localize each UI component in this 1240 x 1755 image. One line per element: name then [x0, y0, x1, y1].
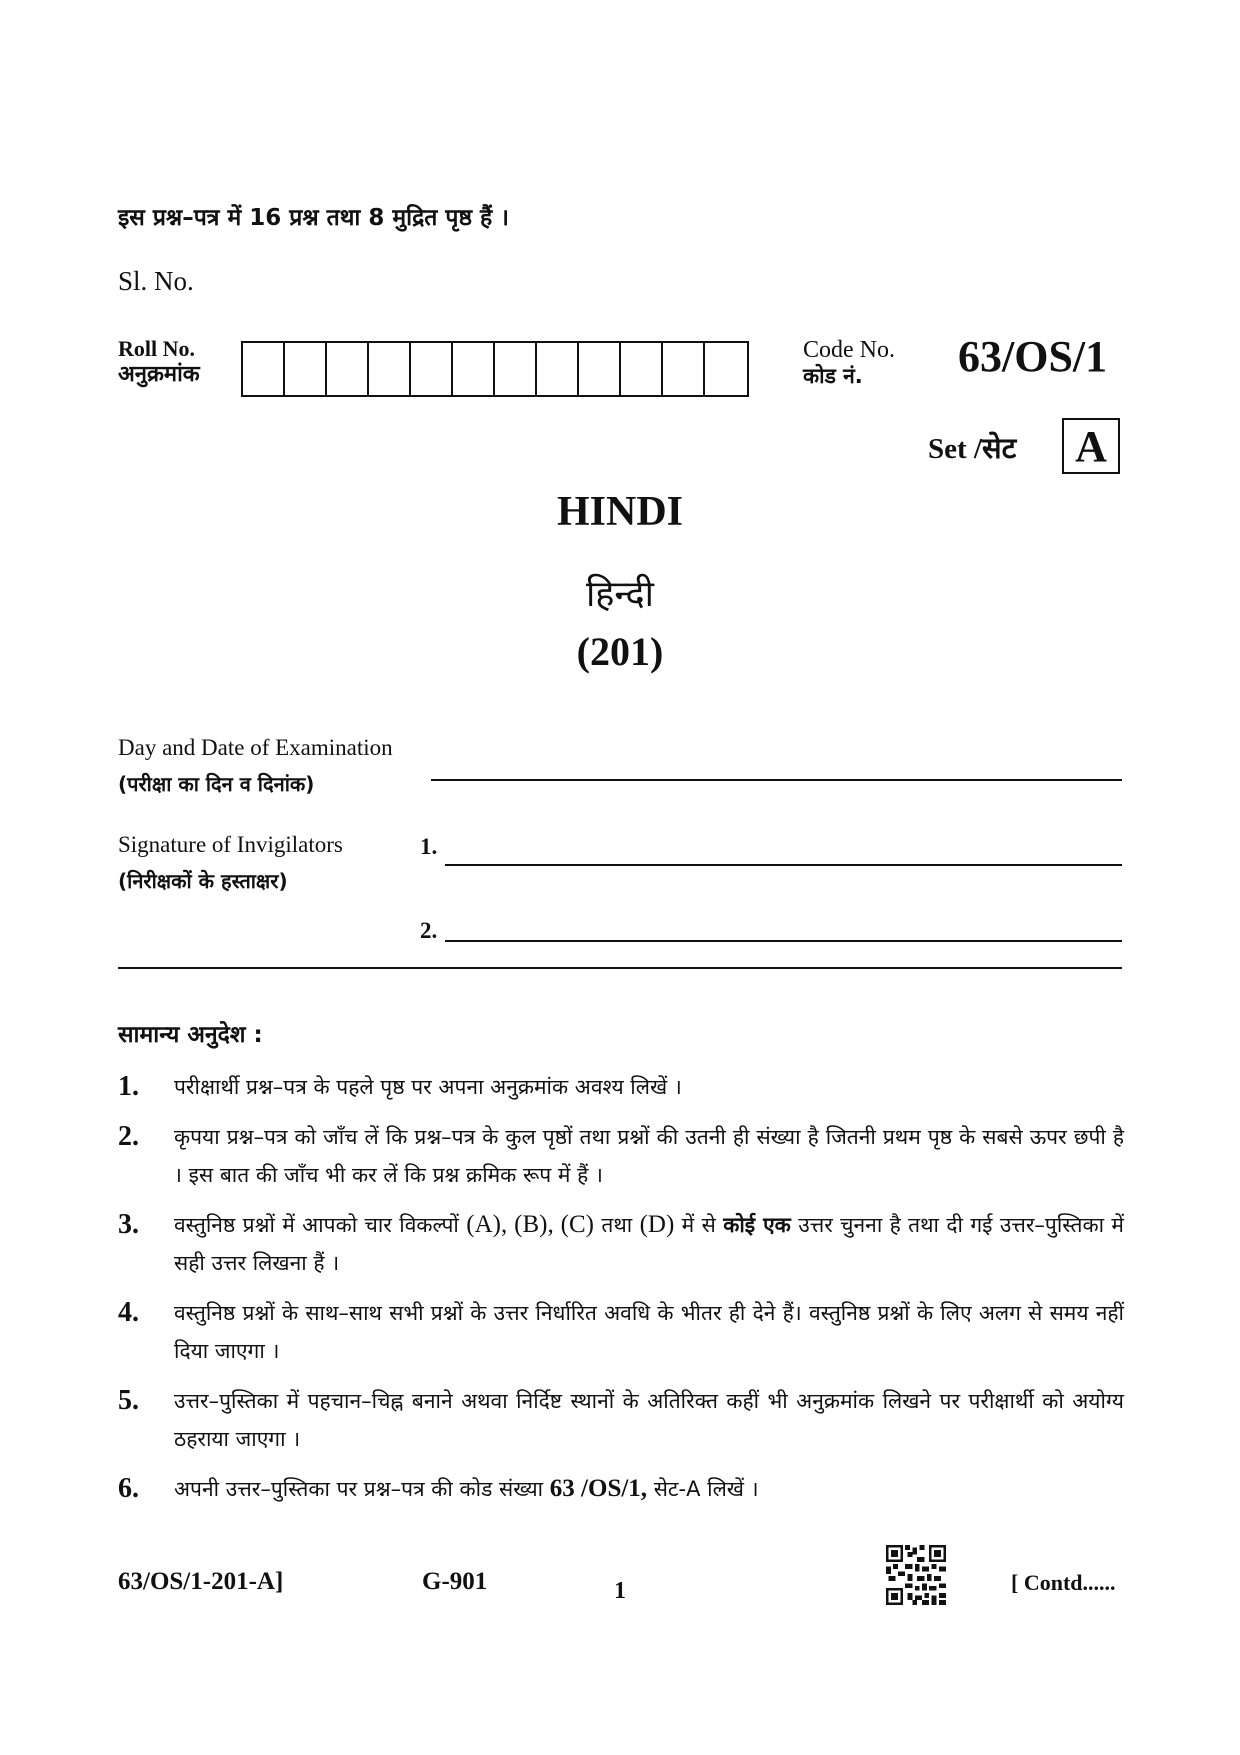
- instruction-item: [118, 1206, 1124, 1282]
- roll-number-cell[interactable]: [621, 343, 663, 395]
- instruction-text: [174, 1206, 1124, 1282]
- instruction-text: परीक्षार्थी प्रश्न–पत्र के पहले पृष्ठ पर अपना अनुक्रमांक अवश्य लिखें ।: [174, 1075, 682, 1099]
- exam-date-line[interactable]: [431, 779, 1122, 781]
- roll-number-cell[interactable]: [369, 343, 411, 395]
- roll-number-cell[interactable]: [495, 343, 537, 395]
- instruction-text-part: उत्तर चुनना है तथा दी गई उत्तर–पुस्तिका में सही उत्तर लिखना हैं ।: [174, 1213, 1124, 1275]
- roll-number-boxes[interactable]: [241, 341, 749, 397]
- instructions-heading: सामान्य अनुदेश :: [118, 1022, 263, 1048]
- subject-title-hi: हिन्दी: [585, 574, 654, 615]
- instruction-text-part: सेट-A लिखें ।: [653, 1477, 759, 1501]
- instructions-list: [118, 1068, 1124, 1520]
- exam-date-label-en: Day and Date of Examination: [118, 735, 393, 760]
- instruction-text: [174, 1470, 1124, 1508]
- instruction-text: कृपया प्रश्न–पत्र को जाँच लें कि प्रश्न–पत्र के कुल पृष्ठों तथा प्रश्नों की उतनी ही संख्या है जितनी प्रथम पृष्ठ के सबसे ऊपर छपी है । इस बात की जाँच भी कर लें कि प्रश्न क्रमिक रूप में हैं ।: [174, 1125, 1124, 1187]
- code-number-label-hi: कोड नं.: [803, 364, 863, 388]
- roll-number-label-hi: अनुक्रमांक: [118, 362, 200, 387]
- instruction-code-emphasis: 63 /OS/1,: [549, 1475, 648, 1502]
- exam-date-label-hi: (परीक्षा का दिन व दिनांक): [118, 772, 315, 796]
- set-value-box: A: [1062, 418, 1120, 474]
- instruction-number: 5.: [118, 1385, 139, 1416]
- instruction-text-part: वस्तुनिष्ठ प्रश्नों में आपको चार विकल्पों: [174, 1213, 459, 1237]
- roll-number-cell[interactable]: [579, 343, 621, 395]
- instruction-emphasis: कोई एक: [723, 1213, 791, 1237]
- signature-label-en: Signature of Invigilators: [118, 832, 343, 857]
- signature-2-line[interactable]: [445, 940, 1122, 942]
- roll-number-cell[interactable]: [705, 343, 747, 395]
- instruction-number: 1.: [118, 1071, 139, 1102]
- signature-label-hi: (निरीक्षकों के हस्ताक्षर): [118, 869, 288, 893]
- page-count-note: इस प्रश्न–पत्र में 16 प्रश्न तथा 8 मुद्रित पृष्ठ हैं ।: [118, 205, 509, 231]
- instruction-options: (A), (B), (C): [466, 1211, 594, 1238]
- instruction-text: वस्तुनिष्ठ प्रश्नों के साथ–साथ सभी प्रश्नों के उत्तर निर्धारित अवधि के भीतर ही देने हैं। वस्तुनिष्ठ प्रश्नों के लिए अलग से समय नहीं दिया जाएगा ।: [174, 1301, 1124, 1363]
- serial-number-label: Sl. No.: [118, 266, 194, 296]
- code-number-label: [803, 337, 895, 389]
- instruction-text-part: में से: [681, 1213, 716, 1237]
- invigilator-signature-label: [118, 827, 343, 899]
- instruction-item: [118, 1382, 1124, 1458]
- roll-number-cell[interactable]: [411, 343, 453, 395]
- instruction-number: 4.: [118, 1297, 139, 1328]
- section-divider: [118, 967, 1122, 969]
- continued-marker: [ Contd......: [1011, 1570, 1116, 1595]
- qr-code-icon: [886, 1545, 946, 1605]
- roll-number-cell[interactable]: [453, 343, 495, 395]
- instruction-option-d: (D): [639, 1211, 675, 1238]
- subject-code: (201): [576, 629, 664, 674]
- roll-number-label: [118, 336, 200, 388]
- roll-number-cell[interactable]: [285, 343, 327, 395]
- signature-1-line[interactable]: [445, 864, 1122, 866]
- subject-title-en: HINDI: [556, 489, 684, 535]
- footer-paper-code: 63/OS/1-201-A]: [118, 1568, 284, 1595]
- exam-date-label: [118, 730, 393, 802]
- footer-series: G-901: [422, 1568, 488, 1595]
- roll-number-cell[interactable]: [327, 343, 369, 395]
- roll-number-cell[interactable]: [663, 343, 705, 395]
- roll-number-cell[interactable]: [243, 343, 285, 395]
- instruction-number: 2.: [118, 1121, 139, 1152]
- code-number-value: 63/OS/1: [958, 332, 1108, 381]
- instruction-text-part: तथा: [601, 1213, 633, 1237]
- instruction-item: [118, 1294, 1124, 1370]
- code-number-label-en: Code No.: [803, 337, 895, 363]
- instruction-item: [118, 1068, 1124, 1106]
- signature-1-number: 1.: [420, 834, 438, 859]
- signature-2-number: 2.: [420, 918, 438, 943]
- instruction-text-part: अपनी उत्तर–पुस्तिका पर प्रश्न–पत्र की कोड संख्या: [174, 1477, 544, 1501]
- instruction-number: 6.: [118, 1473, 139, 1504]
- page-number: 1: [614, 1578, 626, 1604]
- instruction-item: [118, 1470, 1124, 1508]
- instruction-text: उत्तर–पुस्तिका में पहचान–चिह्न बनाने अथवा निर्दिष्ट स्थानों के अतिरिक्त कहीं भी अनुक्रमांक लिखने पर परीक्षार्थी को अयोग्य ठहराया जाएगा ।: [174, 1389, 1124, 1451]
- instruction-number: 3.: [118, 1209, 139, 1240]
- instruction-item: [118, 1118, 1124, 1194]
- roll-number-cell[interactable]: [537, 343, 579, 395]
- set-label: Set /सेट: [928, 433, 1017, 465]
- roll-number-label-en: Roll No.: [118, 336, 195, 361]
